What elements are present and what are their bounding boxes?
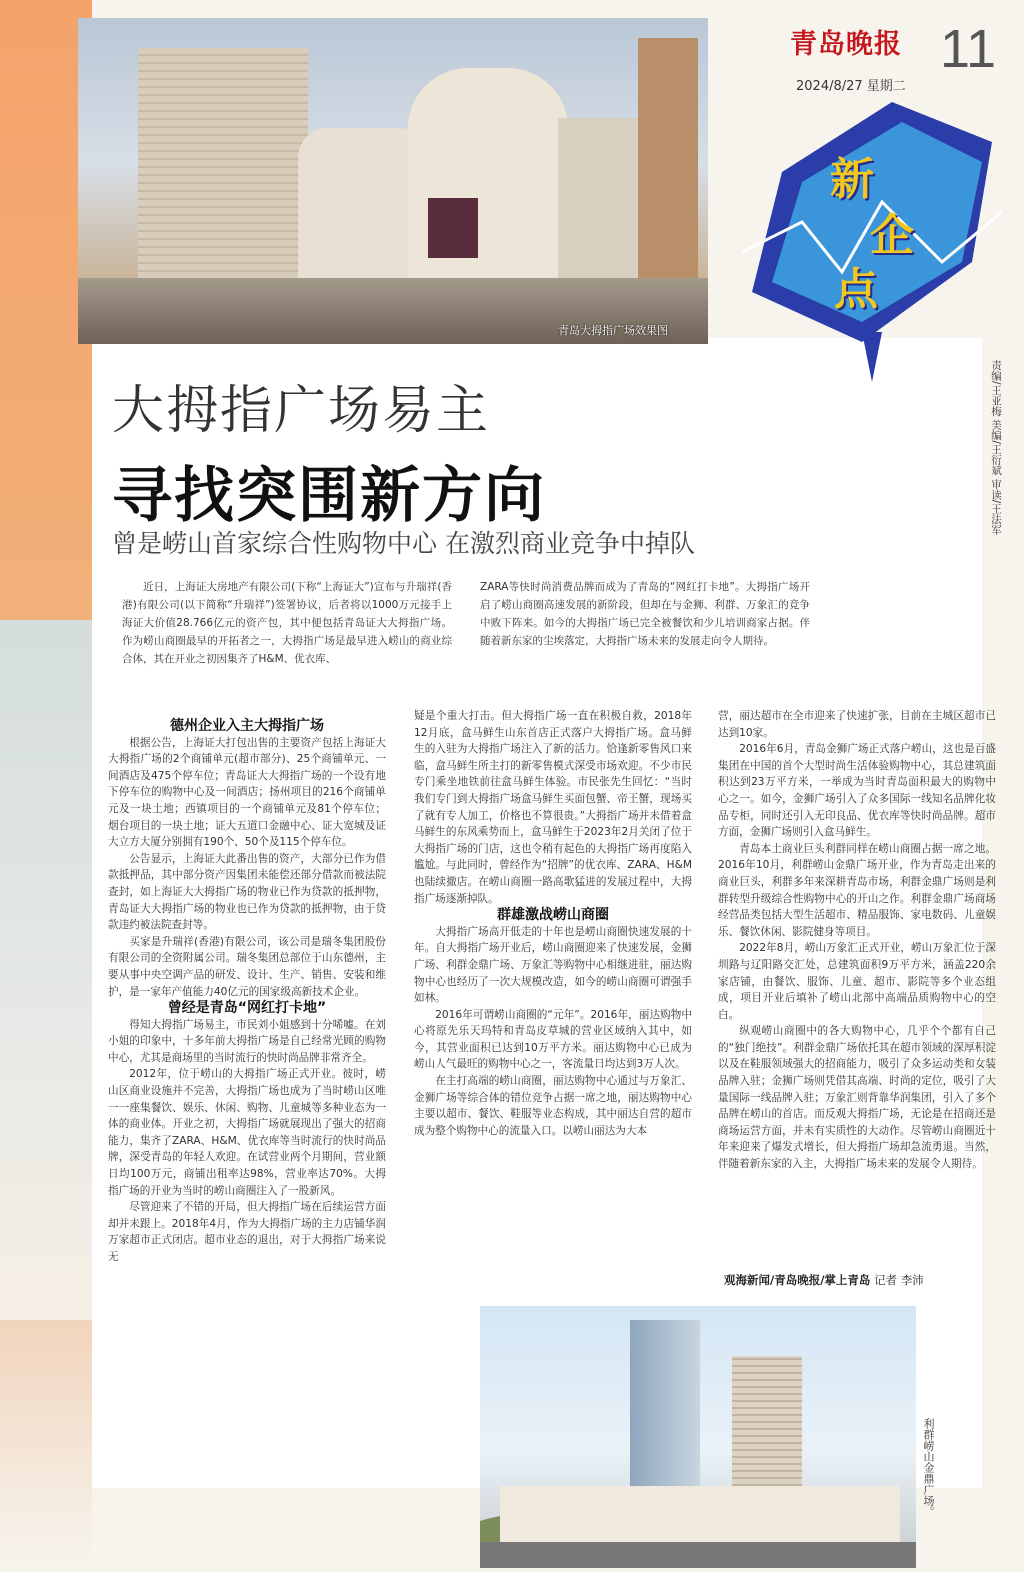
left-decor-strip-lower (0, 620, 92, 1320)
byline-source: 观海新闻/青岛晚报/掌上青岛 (724, 1273, 871, 1287)
headline-secondary: 寻找突围新方向 (112, 461, 546, 531)
badge-char: 企 (870, 210, 914, 261)
lead-paragraph-left: 近日，上海证大房地产有限公司(下称“上海证大”)宣布与升瑞祥(香港)有限公司(以下简称“升瑞祥”)签署协议，后者将以1000万元接手上海证大价值28.766亿元的资产包，其中便包括青岛证大大拇指广场。作为崂山商圈最早的开拓者之一，大拇指广场是最早进入崂山的商业综合体，其在开业之初因集齐了H&M、优衣库、 (122, 581, 452, 665)
editor-credits: 责编/王亚梅 美编/王衍斌 审读/王法军 (990, 360, 1002, 535)
paragraph: 疑是个重大打击。但大拇指广场一直在积极自救，2018年12月底，盒马鲜生山东首店正式落户大拇指广场。盒马鲜生的入驻为大拇指广场注入了新的活力。恰逢新零售风口来临，盒马鲜生所主打的新零售模式深受市场欢迎。不少市民专门乘坐地铁前往盒马鲜生体验。市民张先生回忆：“当时我们专门到大拇指广场盒马鲜生买面包蟹、帝王蟹，现场买了就有专人加工，价格也不算很贵。”大拇指广场并未借着盒马鲜生的东风乘势而上，盒马鲜生于2023年2月关闭了位于大拇指广场的门店，这也令稍有起色的大拇指广场再度陷入尴尬。与此同时，曾经作为“招牌”的优衣库、ZARA、H&M也陆续撤店。在崂山商圈一路高歌猛进的发展过程中，大拇指广场逐渐掉队。 (414, 710, 692, 905)
subheading: 德州企业入主大拇指广场 (170, 718, 324, 734)
paragraph: 2012年，位于崂山的大拇指广场正式开业。彼时，崂山区商业设施并不完善，大拇指广场也成为了当时崂山区唯一一座集餐饮、娱乐、休闲、购物、儿童城等多种业态为一体的商业体。开业之初，大拇指广场就展现出了强大的招商能力，集齐了ZARA、H&M、优衣库等当时流行的快时尚品牌，深受青岛的年轻人欢迎。在试营业两个月期间，营业额日均100万元，商铺出租率达98%，营业率达70%。大拇指广场的开业为当时的崂山商圈注入了一股新风。 (108, 1068, 386, 1197)
paragraph: 买家是升瑞祥(香港)有限公司，该公司是瑞冬集团股份有限公司的全资附属公司。瑞冬集团总部位于山东德州，主要从事中央空调产品的研发、设计、生产、销售、安装和维护，是一家年产值能力40亿元的国家级高新技术企业。 (108, 935, 386, 998)
paragraph: 在主打高端的崂山商圈，丽达购物中心通过与万象汇、金狮广场等综合体的错位竞争占据一席之地，丽达购物中心主要以超市、餐饮、鞋服等业态构成，其中丽达自营的超市成为整个购物中心的流量入口。以崂山丽达为大本 (414, 1075, 692, 1137)
headline-deck: 曾是崂山首家综合性购物中心 在激烈商业竞争中掉队 (112, 529, 695, 558)
subheading: 群雄激战崂山商圈 (497, 907, 609, 924)
subheading: 曾经是青岛“网红打卡地” (167, 1000, 327, 1017)
bottom-photo (480, 1306, 916, 1568)
page-number: 11 (940, 19, 997, 79)
badge-char: 新 (830, 154, 874, 205)
top-photo-caption: 青岛大拇指广场效果图 (558, 324, 668, 337)
paragraph: 2016年可谓崂山商圈的“元年”。2016年，丽达购物中心将原先乐天玛特和青岛皮草城的营业区域纳入其中，如今，其营业面积已达到10万平方米。丽达购物中心已成为崂山人气最旺的购物中心之一，客流量日均达到3万人次。 (414, 1008, 692, 1071)
badge-char: 点 (834, 264, 878, 315)
byline-role: 记者 (874, 1273, 898, 1287)
paragraph: 根据公告，上海证大打包出售的主要资产包括上海证大大拇指广场的2个商铺单元(超市部分)、25个商铺单元、一间酒店及475个停车位；青岛证大大拇指广场的一个设有地下停车位的购物中心及一间酒店；扬州项目的216个商铺单元及一块土地；西镇项目的一个商铺单元及81个停车位；烟台项目的一块土地；证大五道口金融中心、证大宽城及证大立方大厦分别拥有190个、50个及115个停车位。 (108, 736, 386, 849)
paragraph: 2022年8月，崂山万象汇正式开业，崂山万象汇位于深圳路与辽阳路交汇处，总建筑面积9万平方米，涵盖220余家店铺，由餐饮、服饰、儿童、超市、影院等多个业态组成，项目开业后填补了崂山北部中高端品质购物中心的空白。 (718, 942, 996, 1021)
photo-building (638, 38, 698, 298)
paragraph: 纵观崂山商圈中的各大购物中心，几乎个个都有自己的“独门绝技”。利群金鼎广场依托其在超市领域的深厚积淀以及在鞋服领域强大的招商能力，吸引了众多运动类和女装品牌入驻；金狮广场则凭借其高端、时尚的定位，吸引了大量国际一线品牌入驻；万象汇则背靠华润集团，引入了多个品牌在崂山的首店。而反观大拇指广场，无论是在招商还是商场运营方面，并未有实质性的大动作。尽管崂山商圈近十年来迎来了爆发式增长，但大拇指广场却急流勇退。当然，伴随着新东家的入主，大拇指广场未来的发展令人期待。 (718, 1025, 996, 1171)
paragraph: 尽管迎来了不错的开局，但大拇指广场在后续运营方面却并未跟上。2018年4月，作为大拇指广场的主力店铺华润万家超市正式闭店。超市业态的退出，对于大拇指广场来说无 (108, 1201, 386, 1263)
top-photo (78, 18, 708, 344)
paragraph: 青岛本土商业巨头利群同样在崂山商圈占据一席之地。2016年10月，利群崂山金鼎广场开业，作为青岛走出来的商业巨头，利群多年来深耕青岛市场，利群金鼎广场则是利群转型升级综合性购物中心的开山之作。利群金鼎广场商场经营品类包括大型生活超市、精品服饰、家电数码、儿童娱乐、餐饮休闲、影院健身等项目。 (718, 842, 996, 938)
bottom-photo-caption: 利群崂山金鼎广场。 (922, 1418, 935, 1517)
photo-building (138, 48, 308, 278)
issue-date: 2024/8/27 星期二 (796, 79, 906, 94)
section-badge (742, 102, 1002, 382)
paragraph: 大拇指广场高开低走的十年也是崂山商圈快速发展的十年。自大拇指广场开业后，崂山商圈迎来了快速发展，金狮广场、利群金鼎广场、万象汇等购物中心相继进驻，丽达购物中心也经历了一次大规模改造，如今的崂山商圈可谓强手如林。 (414, 925, 692, 1005)
photo-billboard (428, 198, 478, 258)
badge-tail (862, 332, 882, 382)
article-column-2 (414, 708, 692, 1139)
paragraph: 2016年6月，青岛金狮广场正式落户崂山，这也是百盛集团在中国的首个大型时尚生活体验购物中心，其总建筑面积达到23万平方米，一举成为当时青岛面积最大的购物中心之一。如今，金狮广场引入了众多国际一线知名品牌化妆品专柜，同时还引入无印良品、优衣库等快时尚品牌。超市方面，金狮广场则引入盒马鲜生。 (718, 743, 996, 839)
headline-main: 大拇指广场易主 (112, 381, 491, 441)
paragraph: 营，丽达超市在全市迎来了快速扩张，目前在主城区超市已达到10家。 (718, 710, 996, 739)
paragraph: 得知大拇指广场易主，市民刘小姐感到十分唏嘘。在刘小姐的印象中，十多年前大拇指广场是自己经常光顾的购物中心，尤其是商场里的当时流行的快时尚品牌非常齐全。 (108, 1018, 386, 1064)
article-column-1 (108, 718, 386, 1266)
photo-road (480, 1542, 916, 1568)
lead-paragraph-right: ZARA等快时尚消费品牌而成为了青岛的“网红打卡地”。大拇指广场开启了崂山商圈高速发展的新阶段，但却在与金狮、利群、万象汇的竞争中败下阵来。如今的大拇指广场已完全被餐饮和少儿培训商家占据。伴随着新东家的尘埃落定，大拇指广场未来的发展走向令人期待。 (480, 581, 810, 647)
article-column-3 (718, 708, 996, 1173)
newspaper-masthead: 青岛晚报 (790, 29, 902, 60)
photo-mall (500, 1486, 900, 1546)
byline (724, 1272, 924, 1288)
paragraph: 公告显示，上海证大此番出售的资产，大部分已作为借款抵押品，其中部分资产因集团未能偿还部分借款而被法院查封，如上海证大大拇指广场的物业已作为贷款的抵押物，青岛证大大拇指广场的物业也已作为贷款的抵押物，由于贷款违约被法院查封等。 (108, 852, 386, 932)
byline-name: 李沛 (900, 1273, 924, 1287)
